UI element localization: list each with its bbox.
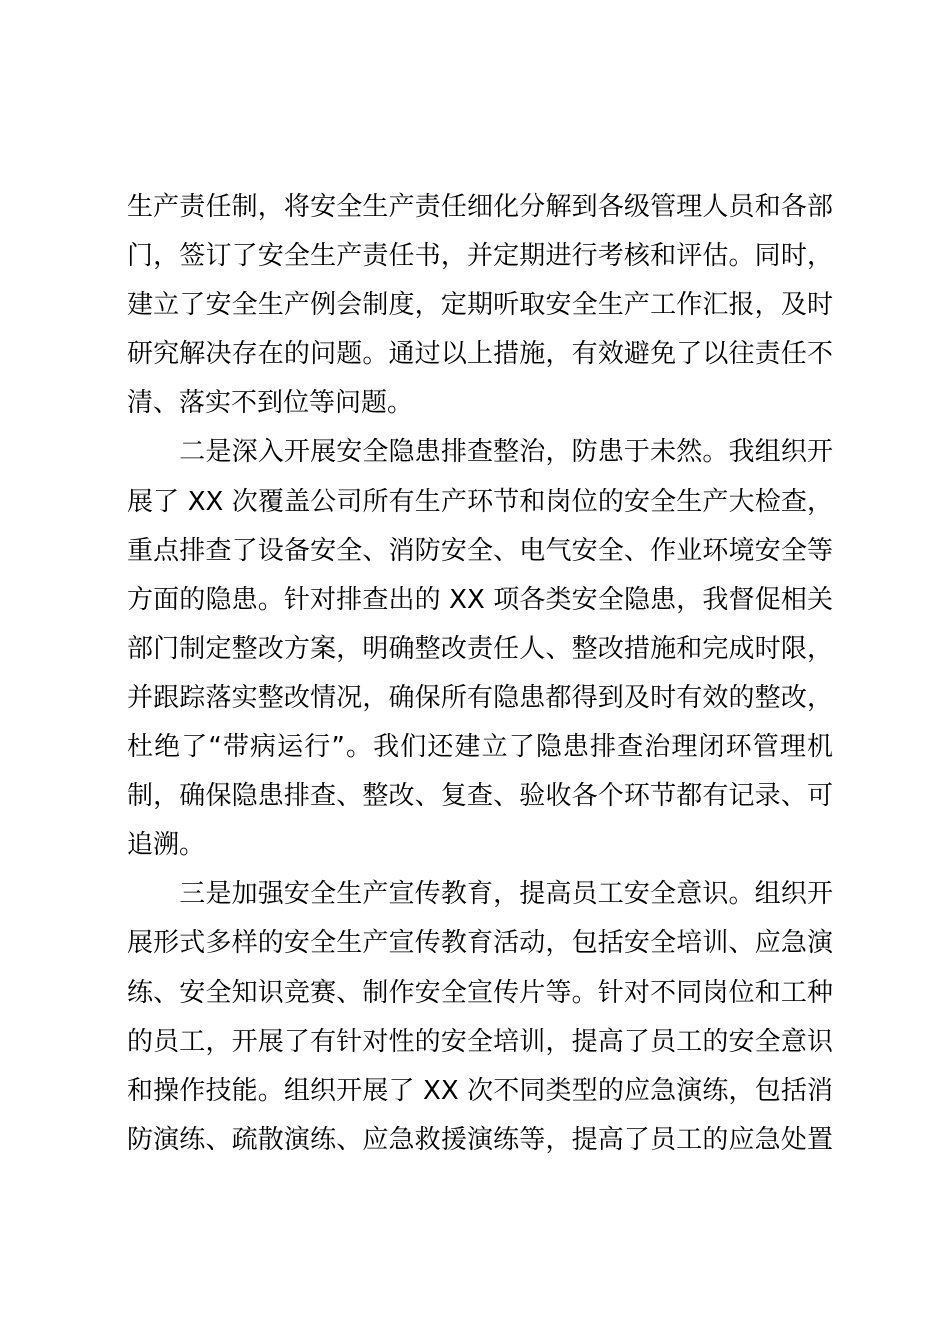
text-line: 重点排查了设备安全、消防安全、电气安全、作业环境安全等 [127,535,833,566]
text-line: 和操作技能。组织开展了 XX 次不同类型的应急演练，包括消 [127,1075,833,1106]
text-line: 防演练、疏散演练、应急救援演练等，提高了员工的应急处置 [127,1124,833,1155]
text-line: 制，确保隐患排查、整改、复查、验收各个环节都有记录、可 [127,781,833,812]
text-line: 的员工，开展了有针对性的安全培训，提高了员工的安全意识 [127,1026,833,1057]
text-line: 部门制定整改方案，明确整改责任人、整改措施和完成时限， [127,633,833,664]
text-line: 二是深入开展安全隐患排查整治，防患于未然。我组织开 [127,437,833,468]
text-line: 研究解决存在的问题。通过以上措施，有效避免了以往责任不 [127,339,833,370]
text-line: 方面的隐患。针对排查出的 XX 项各类安全隐患，我督促相关 [127,584,833,615]
text-line: 清、落实不到位等问题。 [127,388,414,419]
text-line: 生产责任制，将安全生产责任细化分解到各级管理人员和各部 [127,192,833,222]
text-line: 三是加强安全生产宣传教育，提高员工安全意识。组织开 [127,879,833,910]
text-line: 展了 XX 次覆盖公司所有生产环节和岗位的安全生产大检查， [127,486,833,517]
text-line: 建立了安全生产例会制度，定期听取安全生产工作汇报，及时 [127,290,833,321]
text-line: 门，签订了安全生产责任书，并定期进行考核和评估。同时， [127,241,833,272]
text-line: 追溯。 [127,830,206,861]
text-line: 并跟踪落实整改情况，确保所有隐患都得到及时有效的整改， [127,682,833,713]
text-line: 杜绝了“带病运行”。我们还建立了隐患排查治理闭环管理机 [127,732,833,763]
text-line: 练、安全知识竞赛、制作安全宣传片等。针对不同岗位和工种 [127,977,833,1008]
document-body [127,183,833,1165]
text-line: 展形式多样的安全生产宣传教育活动，包括安全培训、应急演 [127,928,833,959]
